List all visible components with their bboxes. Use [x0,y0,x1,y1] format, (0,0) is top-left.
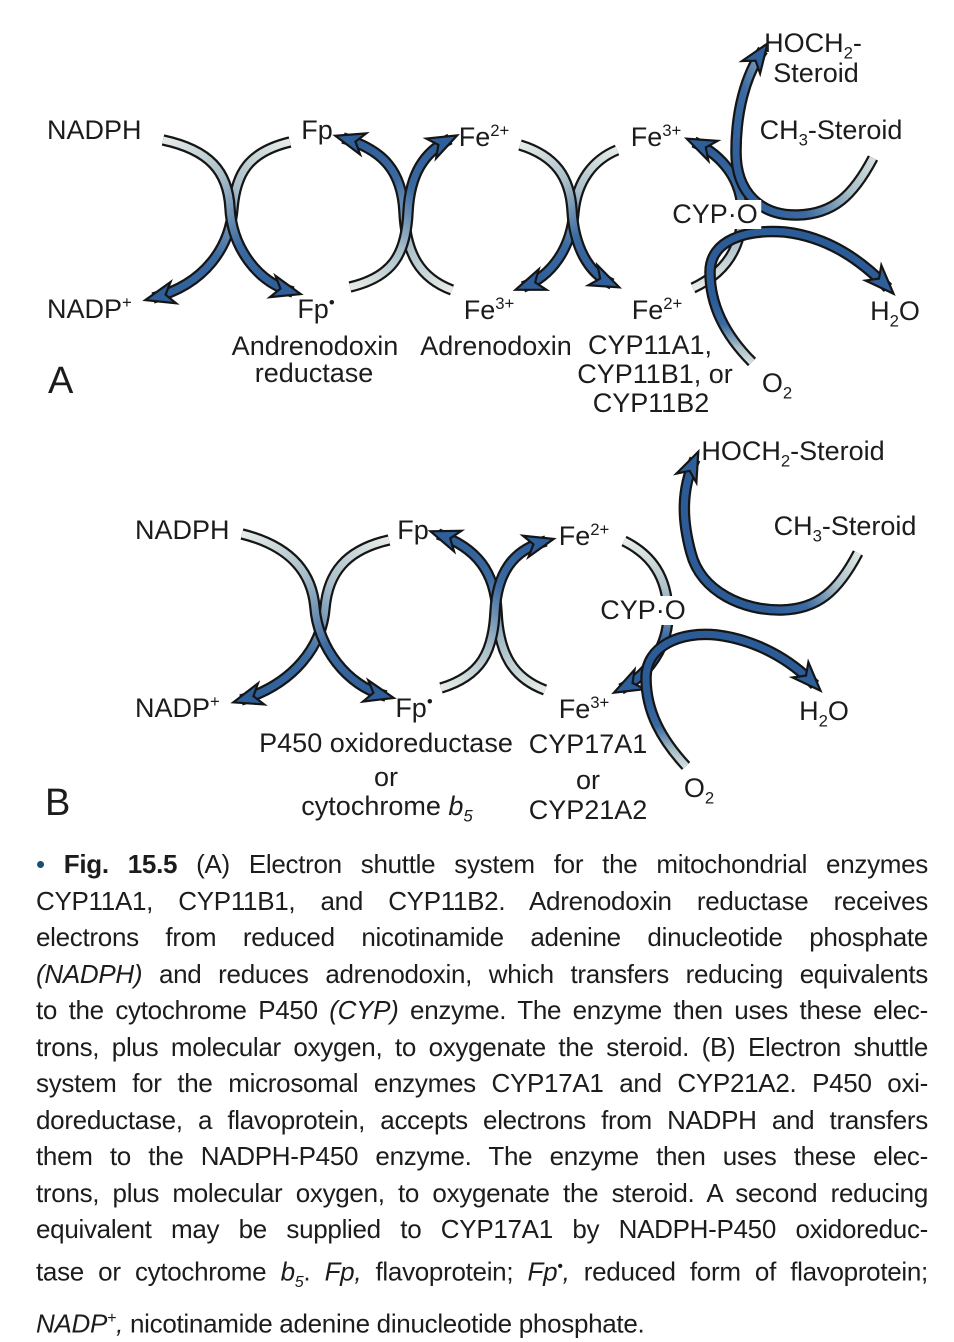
text-segment: 3+ [495,294,515,313]
text-segment: them to the NADPH-P450 enzyme. The enzyme then uses these elec- [36,1141,928,1171]
text-segment: + [122,293,132,312]
caption-line-1 [36,846,928,883]
label-a-nadph: NADPH [47,115,142,145]
text-segment: H [870,296,890,326]
label-a-cyp-fe3 [631,116,682,152]
text-segment: equivalent may be supplied to CYP17A1 by NADPH-P450 oxidoreduc- [36,1214,928,1244]
caption-line-7 [36,1065,928,1102]
panel-letter-b: B [45,782,71,824]
text-segment: Fe [630,122,663,152]
label-a-enzyme-cyp11b1-or: CYP11B1, or [577,359,733,389]
text-segment: Fig. 15.5 [44,849,178,879]
text-segment: Fe [458,122,491,152]
label-a-enzyme-andrenodoxin-reductase-line2: reductase [254,358,374,388]
caption-line-8 [36,1102,928,1139]
label-b-cyp-fe2 [559,515,610,551]
text-segment: 2+ [590,520,610,539]
label-b-nadph: NADPH [135,515,230,545]
text-segment: H [799,696,819,726]
text-segment: O [898,296,920,326]
text-segment: Fe [558,694,591,724]
text-segment: 5 [294,1272,304,1291]
text-segment: 3+ [662,121,682,140]
text-segment: 3 [812,526,822,546]
text-segment: O [683,773,705,803]
caption-line-4 [36,956,928,993]
text-segment: b [448,791,464,821]
figure-caption [36,846,928,1342]
text-segment: tase or cytochrome [36,1256,281,1287]
arrow-b-nadph-to-fp-reduced [242,534,386,696]
label-b-enzyme-or-right: or [575,765,601,795]
text-segment: doreductase, a flavoprotein, accepts electrons from NADPH and transfers [36,1104,928,1135]
text-segment: 3 [798,130,808,150]
text-segment: to the cytochrome P450 [36,995,330,1025]
text-segment: O [761,368,783,398]
text-segment: (NADPH) [36,958,143,989]
label-b-nadp [135,687,220,723]
label-b-enzyme-cyp17a1: CYP17A1 [528,729,648,759]
text-segment: 2 [780,451,791,471]
text-segment: 2 [782,383,793,403]
arrow-a-fe3-to-fp [343,138,452,290]
text-segment: + [107,1308,117,1327]
label-a-enzyme-adrenodoxin: Adrenodoxin [420,331,572,361]
text-segment: NADP [36,1308,108,1339]
label-b-ch3-steroid [774,512,917,550]
text-segment: 2 [889,311,899,331]
text-segment: -Steroid [807,115,903,145]
caption-line-11 [36,1211,928,1248]
text-segment: trons, plus molecular oxygen, to oxygenate the steroid. A second reducing [36,1177,928,1208]
text-segment: Fe [631,295,664,325]
text-segment: (A) Electron shuttle system for the mitochondrial enzymes [177,849,928,879]
text-segment: NADP [47,294,123,324]
label-a-fp-reduced [297,288,334,324]
text-segment: trons, plus molecular oxygen, to oxygenate the steroid. (B) Electron shuttle [36,1031,928,1062]
panel-letter-a: A [48,360,74,402]
caption-line-2 [36,883,928,920]
label-b-fp-reduced [395,687,432,723]
text-segment: . [303,1256,325,1287]
label-b-enzyme-p450-oxidoreductase: P450 oxidoreductase [259,728,513,758]
label-b-enzyme-cytochrome-b5 [301,792,472,830]
text-segment: -Steroid [790,436,885,466]
caption-line-12 [36,1248,928,1300]
text-segment: (CYP) [329,995,399,1025]
panel-a-arrows [153,50,888,362]
text-segment: , [562,1256,570,1287]
label-a-cyp-o: CYP·O [669,200,761,229]
label-b-fp-oxidized: Fp [397,515,429,545]
text-segment: flavoprotein; [361,1256,528,1287]
text-segment: , [116,1308,124,1339]
text-segment: Fe [558,521,591,551]
label-b-hoch2-steroid [701,437,884,475]
text-segment: cytochrome [301,791,449,821]
text-segment: 2+ [663,294,683,313]
label-a-enzyme-cyp11b2: CYP11B2 [592,388,710,418]
label-b-cyp-o: CYP·O [597,596,689,625]
label-b-enzyme-or-left: or [373,762,399,792]
arrow-b-o2-to-h2o [646,634,815,766]
caption-line-13 [36,1300,928,1342]
text-segment: Fp [527,1256,558,1287]
label-a-o2 [762,369,792,407]
text-segment: 2 [818,711,828,731]
text-segment: reduced form of flavoprotein; [569,1256,928,1287]
panel-b-arrows [241,459,858,766]
text-segment: CYP11A1, CYP11B1, and CYP11B2. Adrenodoxin reductase receives [36,885,928,916]
text-segment: HOCH [764,28,844,58]
label-b-cyp-fe3 [559,688,610,724]
text-segment: system for the microsomal enzymes CYP17A1 and CYP21A2. P450 oxi- [36,1068,928,1098]
label-a-ch3-steroid [760,116,903,154]
label-a-fp-oxidized: Fp [301,115,333,145]
text-segment: 5 [463,806,473,826]
arrow-a-fe3-to-fp-outline [343,138,452,290]
text-segment: • [557,1256,563,1275]
text-segment: • [426,692,433,711]
label-a-hoch2-steroid-line2: Steroid [773,58,859,88]
text-segment: CH [773,511,813,541]
text-segment: CH [759,115,799,145]
label-a-h2o [870,297,920,335]
label-a-nadp [47,288,132,324]
text-segment: 2+ [490,121,510,140]
text-segment: + [210,692,220,711]
caption-line-3 [36,919,928,956]
text-segment: Fp, [324,1256,362,1287]
text-segment: • [36,849,45,879]
text-segment: Fe [463,295,496,325]
text-segment: Fp [395,693,427,723]
label-b-o2 [684,774,714,812]
text-segment: • [328,293,335,312]
text-segment: O [827,696,849,726]
arrow-b-fp-reduced-to-fe2 [441,541,546,688]
text-segment: nicotinamide adenine dinucleotide phosphate. [123,1308,645,1339]
label-a-adrenodoxin-fe3 [464,289,515,325]
label-a-adrenodoxin-fe2 [459,116,510,152]
text-segment: Fp [297,294,329,324]
caption-line-5 [36,992,928,1029]
label-b-h2o [799,697,849,735]
label-b-enzyme-cyp21a2: CYP21A2 [528,795,648,825]
text-segment: enzyme. The enzyme then uses these elec- [398,995,928,1025]
arrow-a-nadph-to-fp-reduced [163,140,293,292]
text-segment: 2 [843,43,853,63]
label-a-enzyme-andrenodoxin-reductase-line1: Andrenodoxin [231,331,399,361]
text-segment: -Steroid [821,511,917,541]
text-segment: b [280,1256,295,1287]
text-segment: 2 [704,788,715,808]
text-segment: and reduces adrenodoxin, which transfers reducing equivalents [142,958,928,989]
caption-line-6 [36,1029,928,1066]
text-segment: HOCH [701,436,781,466]
text-segment: NADP [135,693,211,723]
text-segment: electrons from reduced nicotinamide adenine dinucleotide phosphate [36,922,928,952]
caption-line-10 [36,1175,928,1212]
caption-line-9 [36,1138,928,1175]
text-segment: 3+ [590,693,610,712]
label-a-enzyme-cyp11a1: CYP11A1, [587,330,713,360]
label-a-cyp-fe2 [632,289,683,325]
text-segment: - [852,28,862,58]
